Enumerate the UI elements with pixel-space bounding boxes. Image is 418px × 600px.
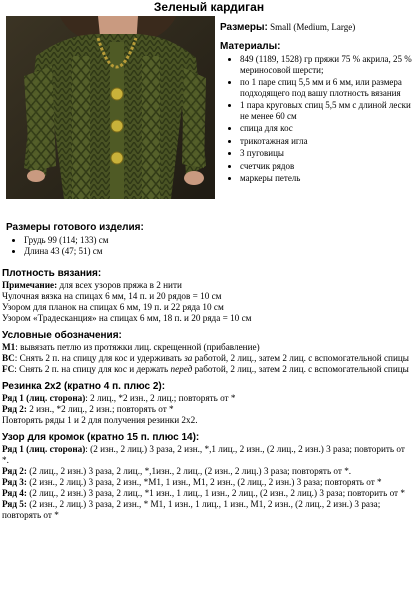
document-title: Зеленый кардиган [153, 0, 265, 14]
abbrev-fc-italic: перед [170, 364, 193, 374]
abbrev-bc-text: : Снять 2 п. на спицу для кос и удерживать [14, 353, 185, 363]
gauge-note [2, 280, 414, 291]
abbrev-fc-label: FC [2, 364, 15, 374]
abbrev-bc [2, 353, 414, 364]
edge-row [2, 499, 414, 521]
abbrev-bc-italic: за [184, 353, 193, 363]
rib-row-text: 2 изн., *2 лиц., 2 изн.; повторять от * [26, 404, 174, 414]
materials-item: • 849 (1189, 1528) гр пряжи 75 % акрила, 25 % мериносовой шерсти; [240, 54, 416, 75]
abbrev-fc-text2: работой, 2 лиц., затем 2 лиц. с вспомогательной спицы [192, 364, 409, 374]
abbrev-fc [2, 364, 414, 375]
gauge-line: Узором «Традесканция» на спицах 6 мм, 18 п. и 20 ряда = 10 см [2, 313, 252, 323]
rib-row [2, 393, 414, 404]
edge-row-text: : (2 изн., 2 лиц.) 3 раза, 2 изн., *,1 лиц., 2 изн., (2 лиц., 2 изн.) 3 раза; повторить от *. [2, 444, 405, 465]
edge-row-text: (2 изн., 2 лиц.) 3 раза, 2 изн., * М1, 1 изн., 1 лиц., 1 изн., М1, 2 изн., (2 лиц., 2 изн.) 3 раза; повторять от * [2, 499, 381, 520]
gauge-note-text: для всех узоров пряжа в 2 нити [57, 280, 182, 290]
cardigan-illustration [6, 16, 215, 199]
edge-title [2, 432, 414, 444]
edge-title-main: Узор для кромок [2, 432, 85, 443]
rib-title-main: Резинка 2х2 [2, 381, 62, 392]
abbreviations-section [2, 330, 414, 375]
edge-row-label: Ряд 2: [2, 466, 27, 476]
edge-row-label: Ряд 4: [2, 488, 27, 498]
edge-row [2, 444, 414, 466]
gauge-line: Узором для планок на спицах 6 мм, 19 п. и 22 ряда 10 см [2, 302, 224, 312]
abbrev-bc-text2: работой, 2 лиц., затем 2 лиц. с вспомогательной спицы [192, 353, 409, 363]
instructions-body [2, 268, 414, 527]
edge-title-note: (кратно 15 п. плюс 14): [84, 432, 200, 443]
rib-row-label: Ряд 1 (лиц. сторона) [2, 393, 86, 403]
gauge-line: Чулочная вязка на спицах 6 мм, 14 п. и 20 рядов = 10 см [2, 291, 222, 301]
edge-row [2, 477, 414, 488]
materials-item: • спица для кос [240, 123, 416, 134]
abbreviations-title: Условные обозначения: [2, 330, 122, 341]
abbrev-m1-text: : вывязать петлю из протяжки лиц. скрещенной (прибавление) [15, 342, 260, 352]
edge-row-label: Ряд 1 (лиц. сторона) [2, 444, 86, 454]
rib-title [2, 381, 414, 393]
abbrev-fc-text: : Снять 2 п. на спицу для кос и держать [14, 364, 171, 374]
gauge-title: Плотность вязания: [2, 268, 102, 279]
rib-row-label: Ряд 2: [2, 404, 27, 414]
abbrev-m1-label: M1 [2, 342, 16, 352]
materials-item: • трикотажная игла [240, 136, 416, 147]
rib-repeat: Повторять ряды 1 и 2 для получения резинки 2х2. [2, 415, 198, 425]
materials-list [220, 54, 416, 184]
abbrev-m1 [2, 342, 414, 353]
edge-row-text: (2 лиц., 2 изн.) 3 раза, 2 лиц., *,1изн., 2 лиц., (2 изн., 2 лиц.) 3 раза; повторять от *. [26, 466, 352, 476]
edge-row-text: (2 изн., 2 лиц.) 3 раза, 2 изн., *М1, 1 изн., М1, 2 изн., (2 лиц., 2 изн.) 3 раза; повторять от * [26, 477, 382, 487]
edge-row-text: (2 лиц., 2 изн.) 3 раза, 2 лиц., *1 изн., 1 лиц., 1 изн., 2 лиц., (2 изн., 2 лиц.) 3 раза; повторить от * [26, 488, 405, 498]
edge-row-label: Ряд 3: [2, 477, 27, 487]
finished-sizes-list [6, 235, 406, 257]
gauge-section [2, 268, 414, 324]
finished-sizes [6, 222, 406, 257]
edge-row [2, 488, 414, 499]
materials-item: • 3 пуговицы [240, 148, 416, 159]
materials-item: • маркеры петель [240, 173, 416, 184]
rib-row [2, 404, 414, 415]
materials-label: Материалы: [220, 40, 281, 52]
sizes-value: Small (Medium, Large) [270, 22, 356, 32]
gauge-note-label: Примечание: [2, 280, 58, 290]
materials-item: • по 1 паре спиц 5,5 мм и 6 мм, или размера подходящего под вашу плотность вязания [240, 77, 416, 98]
finished-size-item: • Грудь 99 (114; 133) см [24, 235, 406, 246]
finished-sizes-title: Размеры готового изделия: [6, 222, 144, 233]
materials-item: • счетчик рядов [240, 161, 416, 172]
sizes-label: Размеры: [220, 22, 268, 33]
cardigan-photo [6, 16, 215, 199]
edge-row [2, 466, 414, 477]
edge-section [2, 432, 414, 521]
rib-row-text: : 2 лиц., *2 изн., 2 лиц.; повторять от * [85, 393, 236, 403]
materials-column [220, 22, 416, 186]
abbrev-bc-label: BC [2, 353, 15, 363]
materials-item: • 1 пара круговых спиц 5,5 мм с длиной лески не менее 60 см [240, 100, 416, 121]
edge-row-label: Ряд 5: [2, 499, 27, 509]
sizes-line [220, 22, 416, 34]
rib-title-note: (кратно 4 п. плюс 2): [61, 381, 166, 392]
finished-size-item: • Длина 43 (47; 51) см [24, 246, 406, 257]
rib-section [2, 381, 414, 426]
